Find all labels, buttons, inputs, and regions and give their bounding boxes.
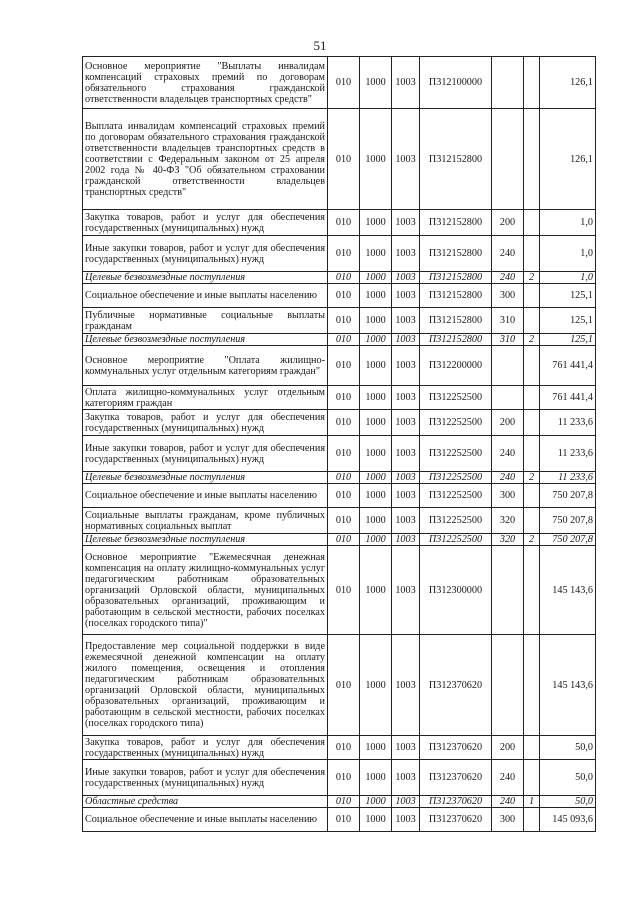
amount: 145 143,6: [540, 635, 596, 736]
funding-source-code: [524, 284, 540, 308]
target-article-code: П312252500: [420, 534, 492, 546]
table-row: [83, 484, 596, 508]
section-code: 1000: [360, 534, 392, 546]
row-name: Целевые безвозмездные поступления: [83, 534, 328, 546]
row-name: Областные средства: [83, 796, 328, 808]
section-code: 1000: [360, 436, 392, 472]
section-code: 1000: [360, 109, 392, 210]
ministry-code: 010: [328, 386, 360, 410]
target-article-code: П312152800: [420, 334, 492, 346]
funding-source-code: [524, 736, 540, 760]
amount: 11 233,6: [540, 410, 596, 436]
target-article-code: П312370620: [420, 760, 492, 796]
amount: 125,1: [540, 284, 596, 308]
section-code: 1000: [360, 796, 392, 808]
funding-source-code: [524, 346, 540, 386]
target-article-code: П312252500: [420, 410, 492, 436]
target-article-code: П312100000: [420, 57, 492, 109]
expense-type-code: 240: [492, 236, 524, 272]
row-name: Оплата жилищно-коммунальных услуг отдельным категориям граждан: [83, 386, 328, 410]
subsection-code: 1003: [392, 472, 420, 484]
table-row: [83, 386, 596, 410]
amount: 50,0: [540, 760, 596, 796]
amount: 126,1: [540, 109, 596, 210]
target-article-code: П312252500: [420, 508, 492, 534]
table-row: [83, 808, 596, 832]
table-row-subtotal: [83, 334, 596, 346]
ministry-code: 010: [328, 334, 360, 346]
expense-type-code: [492, 346, 524, 386]
subsection-code: 1003: [392, 272, 420, 284]
amount: 126,1: [540, 57, 596, 109]
row-name: Предоставление мер социальной поддержки в виде ежемесячной денежной компенсации на оплату жилого помещения, освещения и отопления педагогическим работникам образовательных организаций Орловской области, муниципальных образовательных организаций, проживающим и работающим в сельской местности, рабочих поселках (поселках городского типа): [83, 635, 328, 736]
table-row: [83, 346, 596, 386]
expense-type-code: 310: [492, 308, 524, 334]
target-article-code: П312252500: [420, 386, 492, 410]
amount: 1,0: [540, 236, 596, 272]
ministry-code: 010: [328, 346, 360, 386]
amount: 750 207,8: [540, 534, 596, 546]
subsection-code: 1003: [392, 386, 420, 410]
section-code: 1000: [360, 635, 392, 736]
table-row-subtotal: [83, 534, 596, 546]
ministry-code: 010: [328, 736, 360, 760]
subsection-code: 1003: [392, 57, 420, 109]
amount: 50,0: [540, 736, 596, 760]
table-body: [83, 57, 596, 832]
section-code: 1000: [360, 808, 392, 832]
target-article-code: П312252500: [420, 484, 492, 508]
target-article-code: П312200000: [420, 346, 492, 386]
target-article-code: П312370620: [420, 635, 492, 736]
section-code: 1000: [360, 272, 392, 284]
funding-source-code: 2: [524, 334, 540, 346]
target-article-code: П312370620: [420, 736, 492, 760]
row-name: Иные закупки товаров, работ и услуг для обеспечения государственных (муниципальных) нужд: [83, 236, 328, 272]
section-code: 1000: [360, 472, 392, 484]
ministry-code: 010: [328, 410, 360, 436]
subsection-code: 1003: [392, 308, 420, 334]
funding-source-code: [524, 410, 540, 436]
section-code: 1000: [360, 346, 392, 386]
section-code: 1000: [360, 546, 392, 635]
row-name: Целевые безвозмездные поступления: [83, 334, 328, 346]
expense-type-code: 200: [492, 210, 524, 236]
expense-type-code: 240: [492, 436, 524, 472]
table-row: [83, 436, 596, 472]
target-article-code: П312252500: [420, 472, 492, 484]
ministry-code: 010: [328, 808, 360, 832]
row-name: Целевые безвозмездные поступления: [83, 472, 328, 484]
ministry-code: 010: [328, 57, 360, 109]
ministry-code: 010: [328, 472, 360, 484]
funding-source-code: 2: [524, 534, 540, 546]
expense-type-code: [492, 635, 524, 736]
expense-type-code: 320: [492, 508, 524, 534]
funding-source-code: 2: [524, 272, 540, 284]
table-row-subtotal: [83, 272, 596, 284]
row-name: Иные закупки товаров, работ и услуг для обеспечения государственных (муниципальных) нужд: [83, 760, 328, 796]
row-name: Социальное обеспечение и иные выплаты населению: [83, 808, 328, 832]
ministry-code: 010: [328, 436, 360, 472]
row-name: Закупка товаров, работ и услуг для обеспечения государственных (муниципальных) нужд: [83, 410, 328, 436]
target-article-code: П312300000: [420, 546, 492, 635]
table-row: [83, 109, 596, 210]
table-row: [83, 546, 596, 635]
funding-source-code: [524, 210, 540, 236]
subsection-code: 1003: [392, 508, 420, 534]
table-row: [83, 736, 596, 760]
amount: 1,0: [540, 210, 596, 236]
section-code: 1000: [360, 736, 392, 760]
amount: 761 441,4: [540, 346, 596, 386]
expense-type-code: [492, 386, 524, 410]
row-name: Социальное обеспечение и иные выплаты населению: [83, 484, 328, 508]
section-code: 1000: [360, 284, 392, 308]
funding-source-code: [524, 808, 540, 832]
funding-source-code: [524, 760, 540, 796]
funding-source-code: [524, 436, 540, 472]
subsection-code: 1003: [392, 534, 420, 546]
section-code: 1000: [360, 410, 392, 436]
expense-type-code: [492, 109, 524, 210]
subsection-code: 1003: [392, 796, 420, 808]
expense-type-code: [492, 57, 524, 109]
funding-source-code: [524, 484, 540, 508]
subsection-code: 1003: [392, 210, 420, 236]
row-name: Закупка товаров, работ и услуг для обеспечения государственных (муниципальных) нужд: [83, 736, 328, 760]
expense-type-code: 300: [492, 484, 524, 508]
target-article-code: П312152800: [420, 284, 492, 308]
amount: 50,0: [540, 796, 596, 808]
target-article-code: П312152800: [420, 109, 492, 210]
funding-source-code: [524, 386, 540, 410]
table-row: [83, 635, 596, 736]
amount: 145 093,6: [540, 808, 596, 832]
row-name: Основное мероприятие "Оплата жилищно-коммунальных услуг отдельным категориям граждан": [83, 346, 328, 386]
section-code: 1000: [360, 308, 392, 334]
target-article-code: П312370620: [420, 796, 492, 808]
ministry-code: 010: [328, 546, 360, 635]
row-name: Социальное обеспечение и иные выплаты населению: [83, 284, 328, 308]
expense-type-code: 240: [492, 760, 524, 796]
table-row: [83, 410, 596, 436]
table-row: [83, 760, 596, 796]
ministry-code: 010: [328, 236, 360, 272]
row-name: Публичные нормативные социальные выплаты гражданам: [83, 308, 328, 334]
expense-type-code: 320: [492, 534, 524, 546]
subsection-code: 1003: [392, 546, 420, 635]
expense-type-code: 240: [492, 796, 524, 808]
ministry-code: 010: [328, 484, 360, 508]
row-name: Целевые безвозмездные поступления: [83, 272, 328, 284]
funding-source-code: [524, 546, 540, 635]
ministry-code: 010: [328, 308, 360, 334]
table-row: [83, 508, 596, 534]
ministry-code: 010: [328, 210, 360, 236]
subsection-code: 1003: [392, 436, 420, 472]
subsection-code: 1003: [392, 635, 420, 736]
funding-source-code: [524, 236, 540, 272]
subsection-code: 1003: [392, 109, 420, 210]
target-article-code: П312152800: [420, 236, 492, 272]
ministry-code: 010: [328, 534, 360, 546]
table-row-subtotal: [83, 796, 596, 808]
amount: 1,0: [540, 272, 596, 284]
row-name: Выплата инвалидам компенсаций страховых премий по договорам обязательного страхования гражданской ответственности владельцев транспортных средств в соответствии с Федеральным законом от 25 апреля 2002 года № 40-ФЗ "Об обязательном страховании гражданской ответственности владельцев транспортных средств": [83, 109, 328, 210]
funding-source-code: [524, 109, 540, 210]
row-name: Закупка товаров, работ и услуг для обеспечения государственных (муниципальных) нужд: [83, 210, 328, 236]
section-code: 1000: [360, 210, 392, 236]
target-article-code: П312152800: [420, 272, 492, 284]
amount: 750 207,8: [540, 508, 596, 534]
row-name: Иные закупки товаров, работ и услуг для обеспечения государственных (муниципальных) нужд: [83, 436, 328, 472]
ministry-code: 010: [328, 272, 360, 284]
table-row: [83, 284, 596, 308]
subsection-code: 1003: [392, 236, 420, 272]
amount: 145 143,6: [540, 546, 596, 635]
funding-source-code: [524, 57, 540, 109]
target-article-code: П312370620: [420, 808, 492, 832]
funding-source-code: [524, 308, 540, 334]
ministry-code: 010: [328, 760, 360, 796]
subsection-code: 1003: [392, 284, 420, 308]
ministry-code: 010: [328, 635, 360, 736]
row-name: Основное мероприятие "Выплаты инвалидам компенсаций страховых премий по договорам обязательного страхования гражданской ответственности владельцев транспортных средств": [83, 57, 328, 109]
subsection-code: 1003: [392, 334, 420, 346]
target-article-code: П312152800: [420, 308, 492, 334]
amount: 11 233,6: [540, 436, 596, 472]
expense-type-code: 200: [492, 410, 524, 436]
subsection-code: 1003: [392, 410, 420, 436]
funding-source-code: [524, 635, 540, 736]
expense-type-code: 310: [492, 334, 524, 346]
table-row: [83, 57, 596, 109]
expense-type-code: 300: [492, 284, 524, 308]
expense-type-code: 240: [492, 472, 524, 484]
subsection-code: 1003: [392, 484, 420, 508]
ministry-code: 010: [328, 796, 360, 808]
section-code: 1000: [360, 57, 392, 109]
table-row: [83, 308, 596, 334]
ministry-code: 010: [328, 508, 360, 534]
amount: 750 207,8: [540, 484, 596, 508]
section-code: 1000: [360, 484, 392, 508]
budget-table: [82, 56, 596, 832]
target-article-code: П312252500: [420, 436, 492, 472]
table-row: [83, 236, 596, 272]
section-code: 1000: [360, 236, 392, 272]
table-row-subtotal: [83, 472, 596, 484]
amount: 11 233,6: [540, 472, 596, 484]
funding-source-code: [524, 508, 540, 534]
amount: 125,1: [540, 308, 596, 334]
subsection-code: 1003: [392, 808, 420, 832]
expense-type-code: 200: [492, 736, 524, 760]
funding-source-code: 1: [524, 796, 540, 808]
ministry-code: 010: [328, 284, 360, 308]
page-number: 51: [313, 38, 327, 53]
subsection-code: 1003: [392, 760, 420, 796]
expense-type-code: [492, 546, 524, 635]
subsection-code: 1003: [392, 736, 420, 760]
target-article-code: П312152800: [420, 210, 492, 236]
expense-type-code: 300: [492, 808, 524, 832]
expense-type-code: 240: [492, 272, 524, 284]
ministry-code: 010: [328, 109, 360, 210]
table-row: [83, 210, 596, 236]
section-code: 1000: [360, 760, 392, 796]
row-name: Социальные выплаты гражданам, кроме публичных нормативных социальных выплат: [83, 508, 328, 534]
row-name: Основное мероприятие "Ежемесячная денежная компенсация на оплату жилищно-коммунальных услуг педагогическим работникам образовательных организаций Орловской области, муниципальных образовательных организаций, проживающим и работающим в сельской местности, рабочих поселках (поселках городского типа)": [83, 546, 328, 635]
subsection-code: 1003: [392, 346, 420, 386]
amount: 125,1: [540, 334, 596, 346]
amount: 761 441,4: [540, 386, 596, 410]
section-code: 1000: [360, 386, 392, 410]
funding-source-code: 2: [524, 472, 540, 484]
section-code: 1000: [360, 508, 392, 534]
section-code: 1000: [360, 334, 392, 346]
